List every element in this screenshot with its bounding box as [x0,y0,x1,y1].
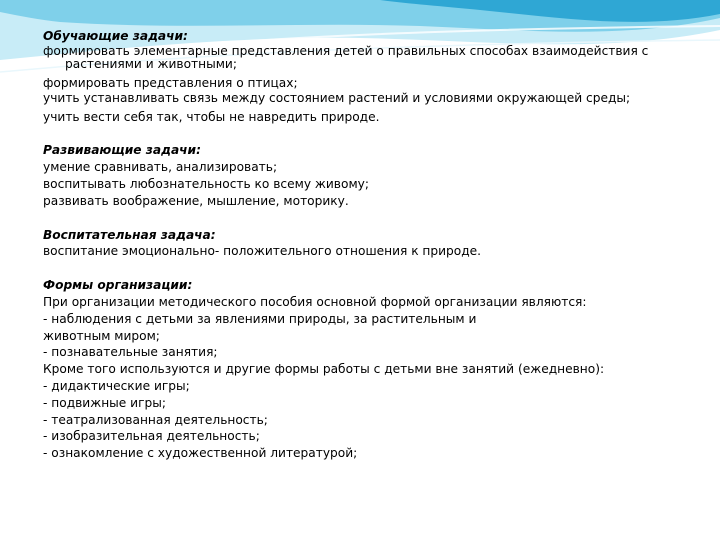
list-item: развивать воображение, мышление, моторику. [43,193,349,208]
list-item: - дидактические игры; [43,378,190,393]
list-item: учить вести себя так, чтобы не навредить природе. [43,109,380,124]
list-item: - ознакомление с художественной литературой; [43,446,358,461]
list-item: животным миром; [43,328,160,343]
tasks-document [43,28,683,462]
list-item: воспитывать любознательность ко всему живому; [43,176,369,191]
list-item: формировать представления о птицах; [43,75,298,90]
list-item: - познавательные занятия; [43,345,218,360]
list-item: Кроме того используются и другие формы работы с детьми вне занятий (ежедневно): [43,362,605,377]
list-item: учить устанавливать связь между состоянием растений и условиями окружающей среды; [43,90,631,105]
list-item: воспитание эмоционально- положительного отношения к природе. [43,244,482,259]
list-item: формировать элементарные представления детей о правильных способах взаимодействия с растениями и животными; [43,43,649,71]
list-item: - подвижные игры; [43,395,166,410]
section-heading-forms: Формы организации: [43,278,193,293]
section-heading-learning: Обучающие задачи: [43,29,188,43]
section-gap [43,210,683,227]
section-heading-educational: Воспитательная задача: [43,227,216,242]
list-item: умение сравнивать, анализировать; [43,160,278,175]
section-heading-developing: Развивающие задачи: [43,143,201,158]
list-item: При организации методического пособия основной формой организации являются: [43,294,587,309]
section-gap [43,125,683,142]
list-item: - наблюдения с детьми за явлениями природы, за растительным и [43,311,477,326]
list-item: - изобразительная деятельность; [43,429,260,444]
list-item: - театрализованная деятельность; [43,412,268,427]
section-gap [43,260,683,277]
